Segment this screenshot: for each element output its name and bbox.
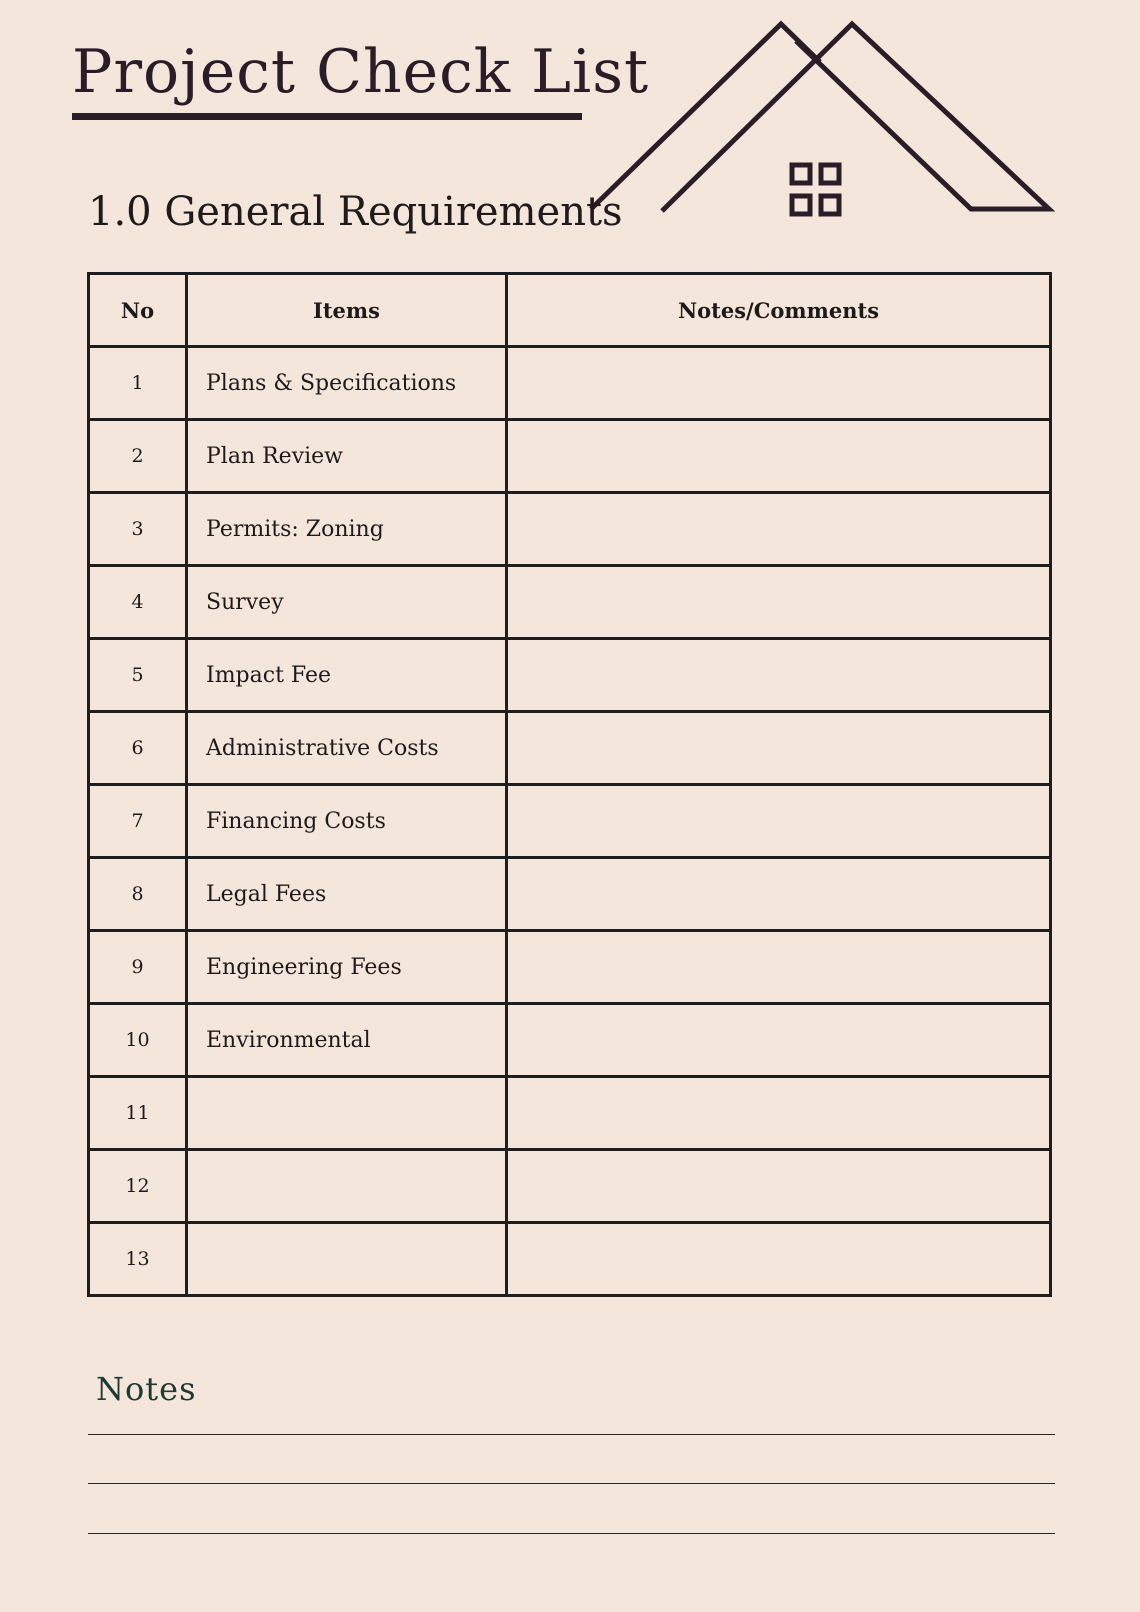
row-item[interactable] <box>187 1077 507 1150</box>
table-row <box>89 931 1051 1004</box>
row-number: 5 <box>89 639 187 712</box>
row-item[interactable] <box>187 1150 507 1223</box>
row-number: 11 <box>89 1077 187 1150</box>
table-row <box>89 493 1051 566</box>
table-row <box>89 785 1051 858</box>
row-item: Environmental <box>187 1004 507 1077</box>
row-number: 4 <box>89 566 187 639</box>
row-notes-cell[interactable] <box>507 931 1051 1004</box>
row-item: Financing Costs <box>187 785 507 858</box>
row-notes-cell[interactable] <box>507 1077 1051 1150</box>
title-underline <box>72 113 582 120</box>
row-notes-cell[interactable] <box>507 566 1051 639</box>
row-notes-cell[interactable] <box>507 1150 1051 1223</box>
row-notes-cell[interactable] <box>507 639 1051 712</box>
column-header-no: No <box>89 274 187 347</box>
row-notes-cell[interactable] <box>507 785 1051 858</box>
row-notes-cell[interactable] <box>507 420 1051 493</box>
notes-line[interactable] <box>88 1483 1055 1484</box>
notes-line[interactable] <box>88 1434 1055 1435</box>
row-number: 8 <box>89 858 187 931</box>
row-number: 6 <box>89 712 187 785</box>
window-icon <box>792 165 839 214</box>
row-item[interactable] <box>187 1223 507 1296</box>
table-row <box>89 712 1051 785</box>
table-row <box>89 566 1051 639</box>
roof-line-left <box>591 24 820 209</box>
table-header-row <box>89 274 1051 347</box>
notes-line[interactable] <box>88 1533 1055 1534</box>
page-title: Project Check List <box>72 37 650 107</box>
column-header-items: Items <box>187 274 507 347</box>
table-row <box>89 1077 1051 1150</box>
row-number: 7 <box>89 785 187 858</box>
row-notes-cell[interactable] <box>507 1004 1051 1077</box>
row-item: Legal Fees <box>187 858 507 931</box>
row-number: 9 <box>89 931 187 1004</box>
table-row <box>89 639 1051 712</box>
column-header-notes: Notes/Comments <box>507 274 1051 347</box>
row-number: 10 <box>89 1004 187 1077</box>
row-number: 3 <box>89 493 187 566</box>
row-notes-cell[interactable] <box>507 347 1051 420</box>
house-roof-icon <box>585 18 1055 228</box>
notes-heading: Notes <box>96 1370 197 1408</box>
row-item: Survey <box>187 566 507 639</box>
table-row <box>89 1150 1051 1223</box>
row-number: 1 <box>89 347 187 420</box>
table-row <box>89 347 1051 420</box>
roof-line-right <box>662 24 1049 211</box>
row-item: Impact Fee <box>187 639 507 712</box>
row-number: 13 <box>89 1223 187 1296</box>
table-row <box>89 1223 1051 1296</box>
row-item: Administrative Costs <box>187 712 507 785</box>
section-heading: 1.0 General Requirements <box>88 189 623 235</box>
row-number: 12 <box>89 1150 187 1223</box>
row-number: 2 <box>89 420 187 493</box>
row-notes-cell[interactable] <box>507 493 1051 566</box>
checklist-table <box>87 272 1052 1297</box>
row-item: Engineering Fees <box>187 931 507 1004</box>
table-row <box>89 858 1051 931</box>
row-item: Plans & Specifications <box>187 347 507 420</box>
row-item: Plan Review <box>187 420 507 493</box>
row-notes-cell[interactable] <box>507 1223 1051 1296</box>
row-notes-cell[interactable] <box>507 858 1051 931</box>
table-row <box>89 1004 1051 1077</box>
table-row <box>89 420 1051 493</box>
row-item: Permits: Zoning <box>187 493 507 566</box>
row-notes-cell[interactable] <box>507 712 1051 785</box>
